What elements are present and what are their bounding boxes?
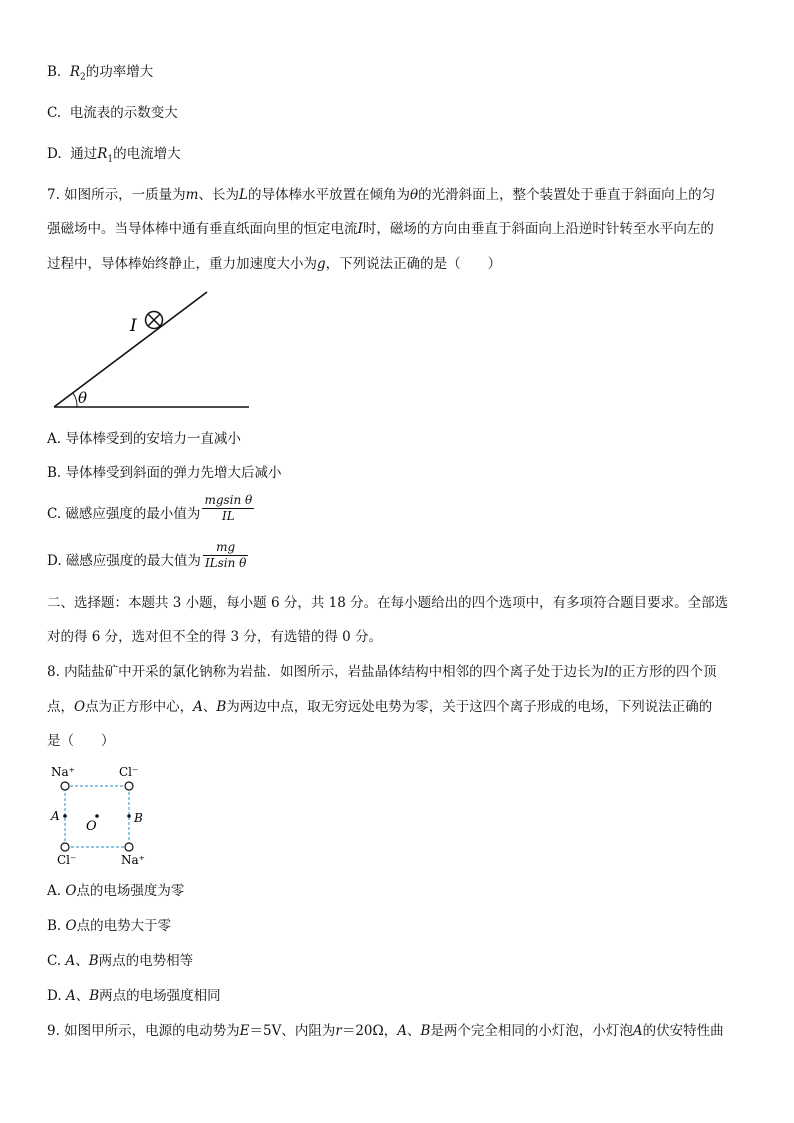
q8-stem-line3: 是（ ） <box>47 733 115 749</box>
q7-stem-line3: 过程中，导体棒始终静止，重力加速度大小为g，下列说法正确的是（ ） <box>47 256 502 272</box>
q7-option-a: A. 导体棒受到的安培力一直减小 <box>47 431 241 447</box>
ion-bottom-left-label: Cl⁻ <box>57 853 77 867</box>
q8-option-c: C. A、B两点的电势相等 <box>47 953 194 969</box>
ion-bottom-right-label: Na⁺ <box>121 853 145 867</box>
q8-stem-line1: 8. 内陆盐矿中开采的氯化钠称为岩盐．如图所示，岩盐晶体结构中相邻的四个离子处于边长为l的正方形的四个顶 <box>47 664 717 680</box>
q7-incline-figure <box>47 285 257 415</box>
angle-theta-label: θ <box>78 389 88 407</box>
q6-option-b: B. $R_2$的功率增大 <box>47 64 154 83</box>
current-i-label: I <box>130 316 137 336</box>
ion-top-left-label: Na⁺ <box>51 765 75 779</box>
q8-option-a: A. O点的电场强度为零 <box>47 883 185 899</box>
point-b-label: B <box>134 811 143 825</box>
section2-instructions-line2: 对的得 6 分，选对但不全的得 3 分，有选错的得 0 分。 <box>47 629 383 645</box>
q7-option-c: C. 磁感应强度的最小值为 $\frac{\text{mgsin θ}}{IL}$ <box>47 493 253 523</box>
q7-stem-line2: 强磁场中。当导体棒中通有垂直纸面向里的恒定电流I时，磁场的方向由垂直于斜面向上沿逆时针转至水平向左的 <box>47 221 714 237</box>
q7-option-b: B. 导体棒受到斜面的弹力先增大后减小 <box>47 465 282 481</box>
q9-stem-line1: 9. 如图甲所示，电源的电动势为E＝5V、内阻为r＝20Ω，A、B是两个完全相同的小灯泡，小灯泡A的伏安特性曲 <box>47 1023 724 1039</box>
q8-square-figure <box>45 760 165 872</box>
q7-option-d: D. 磁感应强度的最大值为 $\frac{mg}{\text{ILsin θ}}$ <box>47 540 247 570</box>
q7-stem-line1: 7. 如图所示，一质量为m、长为L的导体棒水平放置在倾角为θ的光滑斜面上，整个装置处于垂直于斜面向上的匀 <box>47 187 716 203</box>
q6-option-d: D. 通过$R_1$的电流增大 <box>47 146 181 165</box>
section2-instructions-line1: 二、选择题：本题共 3 小题，每小题 6 分，共 18 分。在每小题给出的四个选项中，有多项符合题目要求。全部选 <box>47 595 729 611</box>
ion-top-right-label: Cl⁻ <box>119 765 139 779</box>
q8-stem-line2: 点，O点为正方形中心，A、B为两边中点，取无穷远处电势为零，关于这四个离子形成的电场，下列说法正确的 <box>47 699 713 715</box>
q6-option-c: C. 电流表的示数变大 <box>47 105 178 121</box>
q8-option-d: D. A、B两点的电场强度相同 <box>47 988 221 1004</box>
point-o-label: O <box>86 819 97 834</box>
point-a-label: A <box>51 809 60 823</box>
q8-option-b: B. O点的电势大于零 <box>47 918 172 934</box>
